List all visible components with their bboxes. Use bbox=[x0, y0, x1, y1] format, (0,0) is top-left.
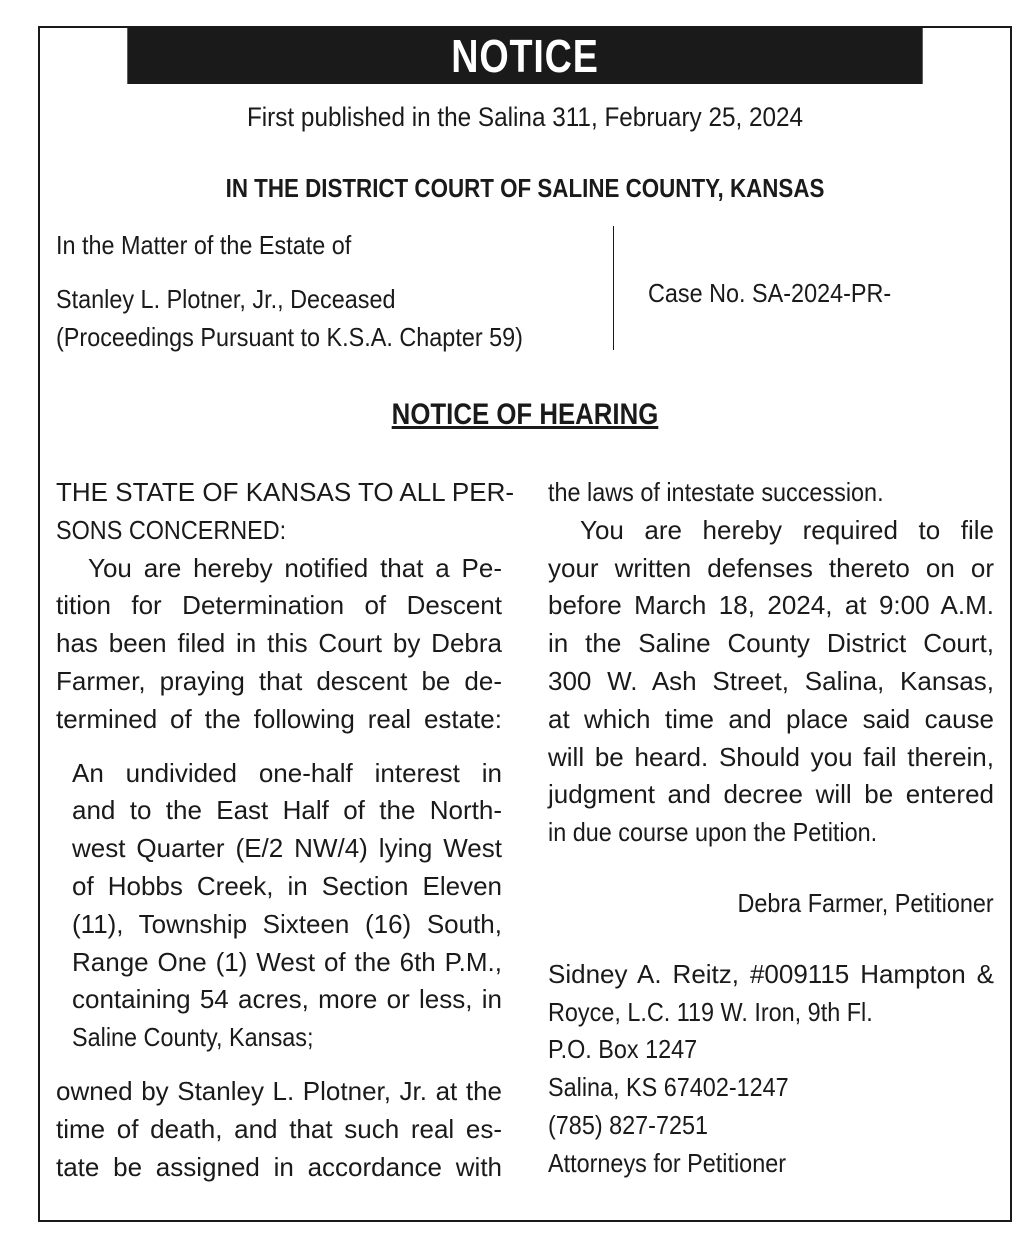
text-line: in due course upon the Petition. bbox=[548, 817, 878, 848]
case-caption bbox=[56, 226, 523, 356]
notice-frame bbox=[38, 26, 1012, 1222]
legal-description-line: of Hobbs Creek, in Section Eleven bbox=[72, 870, 502, 901]
text-line: the laws of intestate succession. bbox=[548, 477, 884, 507]
legal-description-line: west Quarter (E/2 NW/4) lying West bbox=[72, 833, 502, 864]
text-line: 300 W. Ash Street, Salina, Kansas, bbox=[548, 665, 994, 696]
text-line: You are hereby required to file bbox=[580, 514, 994, 545]
text-line: has been filed in this Court by Debra bbox=[56, 628, 502, 659]
text-line: tate be assigned in accordance with bbox=[56, 1151, 502, 1182]
text-line: SONS CONCERNED: bbox=[56, 514, 287, 545]
attorney-line: P.O. Box 1247 bbox=[548, 1034, 698, 1065]
notice-banner: NOTICE bbox=[127, 28, 922, 84]
right-column bbox=[548, 474, 994, 1183]
text-line: Farmer, praying that descent be de- bbox=[56, 665, 502, 696]
notice-of-hearing-heading: NOTICE OF HEARING bbox=[391, 398, 659, 431]
text-line: will be heard. Should you fail therein, bbox=[548, 741, 994, 772]
court-heading: IN THE DISTRICT COURT OF SALINE COUNTY, KANSAS bbox=[225, 173, 825, 203]
text-line: time of death, and that such real es- bbox=[56, 1113, 502, 1144]
legal-description-line: (11), Township Sixteen (16) South, bbox=[72, 908, 502, 939]
petitioner-signature: Debra Farmer, Petitioner bbox=[737, 887, 994, 918]
legal-description-line: Range One (1) West of the 6th P.M., bbox=[72, 946, 502, 977]
legal-description-line: and to the East Half of the North- bbox=[72, 795, 502, 826]
case-number: Case No. SA-2024-PR- bbox=[648, 278, 892, 308]
published-line: First published in the Salina 311, February 25, 2024 bbox=[246, 102, 804, 132]
attorney-line: (785) 827-7251 bbox=[548, 1109, 709, 1140]
decedent-line: Stanley L. Plotner, Jr., Deceased bbox=[56, 284, 396, 314]
attorney-line: Sidney A. Reitz, #009115 Hampton & bbox=[548, 958, 994, 989]
attorney-line: Royce, L.C. 119 W. Iron, 9th Fl. bbox=[548, 996, 873, 1027]
text-line: in the Saline County District Court, bbox=[548, 628, 994, 659]
text-line: termined of the following real estate: bbox=[56, 703, 502, 734]
proceedings-line: (Proceedings Pursuant to K.S.A. Chapter 59) bbox=[56, 322, 523, 352]
legal-description-line: An undivided one-half interest in bbox=[72, 757, 502, 788]
text-line: your written defenses thereto on or bbox=[548, 552, 994, 583]
text-line: THE STATE OF KANSAS TO ALL PER- bbox=[56, 477, 515, 507]
text-line: You are hereby notified that a Pe- bbox=[88, 552, 502, 583]
caption-divider bbox=[613, 226, 614, 350]
text-line: owned by Stanley L. Plotner, Jr. at the bbox=[56, 1075, 502, 1106]
text-line: before March 18, 2024, at 9:00 A.M. bbox=[548, 590, 994, 621]
attorney-line: Salina, KS 67402-1247 bbox=[548, 1072, 789, 1103]
matter-line: In the Matter of the Estate of bbox=[56, 230, 352, 260]
text-line: tition for Determination of Descent bbox=[56, 590, 502, 621]
text-line: judgment and decree will be entered bbox=[548, 779, 994, 810]
legal-description-line: Saline County, Kansas; bbox=[72, 1022, 314, 1053]
legal-description-line: containing 54 acres, more or less, in bbox=[72, 984, 502, 1015]
attorney-line: Attorneys for Petitioner bbox=[548, 1147, 787, 1178]
left-column bbox=[56, 474, 515, 1186]
text-line: at which time and place said cause bbox=[548, 703, 994, 734]
